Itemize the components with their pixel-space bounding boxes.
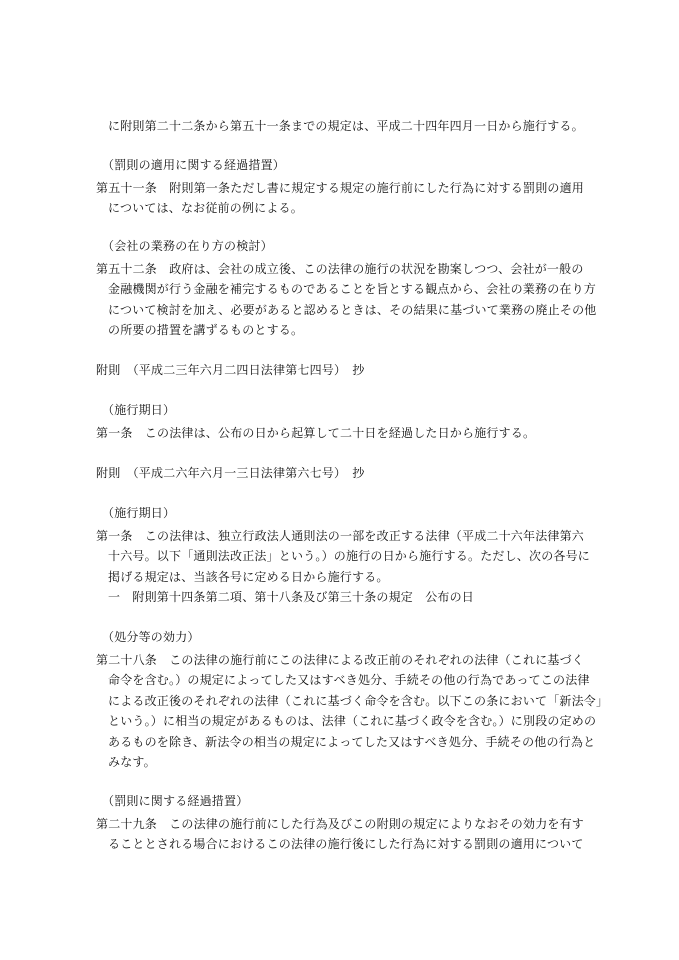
section-heading: （罰則の適用に関する経過措置） [102,158,286,172]
text-line: について検討を加え、必要があると認めるときは、その結果に基づいて業務の廃止その他 [108,303,597,317]
section-heading: （会社の業務の在り方の検討） [102,239,273,253]
section-heading: （施行期日） [102,506,176,520]
section-heading: （処分等の効力） [102,630,200,644]
text-line: という。）に相当の規定があるものは、法律（これに基づく政令を含む。）に別段の定めの [108,714,597,728]
supplementary-provisions-heading: 附則 （平成二三年六月二四日法律第七四号） 抄 [96,363,365,377]
text-line: による改正後のそれぞれの法律（これに基づく命令を含む。以下この条において「新法令」 [108,694,609,708]
text-line: 金融機関が行う金融を補完するものであることを旨とする観点から、会社の業務の在り方 [108,282,597,296]
supplementary-provisions-heading: 附則 （平成二六年六月一三日法律第六七号） 抄 [96,466,365,480]
article-line: 第二十八条 この法律の施行前にこの法律による改正前のそれぞれの法律（これに基づく [96,653,585,667]
text-line: 掲げる規定は、当該各号に定める日から施行する。 [108,570,389,584]
article-line: 第二十九条 この法律の施行前にした行為及びこの附則の規定によりなおその効力を有す [96,817,585,831]
text-line: については、なお従前の例による。 [108,201,303,215]
text-line: みなす。 [108,755,156,769]
article-line: 第五十一条 附則第一条ただし書に規定する規定の施行前にした行為に対する罰則の適用 [96,181,585,195]
article-line: 第一条 この法律は、独立行政法人通則法の一部を改正する法律（平成二十六年法律第六 [96,529,585,543]
item-line: 一 附則第十四条第二項、第十八条及び第三十条の規定 公布の日 [108,590,475,604]
text-line: 十六号。以下「通則法改正法」という。）の施行の日から施行する。ただし、次の各号に [108,549,591,563]
text-line: 命令を含む。）の規定によってした又はすべき処分、手続その他の行為であってこの法律 [108,673,590,687]
text-line: あるものを除き、新法令の相当の規定によってした又はすべき処分、手続その他の行為と [108,735,596,749]
article-line: 第一条 この法律は、公布の日から起算して二十日を経過した日から施行する。 [96,426,536,440]
section-heading: （罰則に関する経過措置） [102,794,249,808]
text-line: に附則第二十二条から第五十一条までの規定は、平成二十四年四月一日から施行する。 [108,119,584,133]
article-line: 第五十二条 政府は、会社の成立後、この法律の施行の状況を勘案しつつ、会社が一般の [96,262,584,276]
text-line: の所要の措置を講ずるものとする。 [108,323,304,337]
section-heading: （施行期日） [102,403,176,417]
text-line: ることとされる場合におけるこの法律の施行後にした行為に対する罰則の適用について [108,837,584,851]
